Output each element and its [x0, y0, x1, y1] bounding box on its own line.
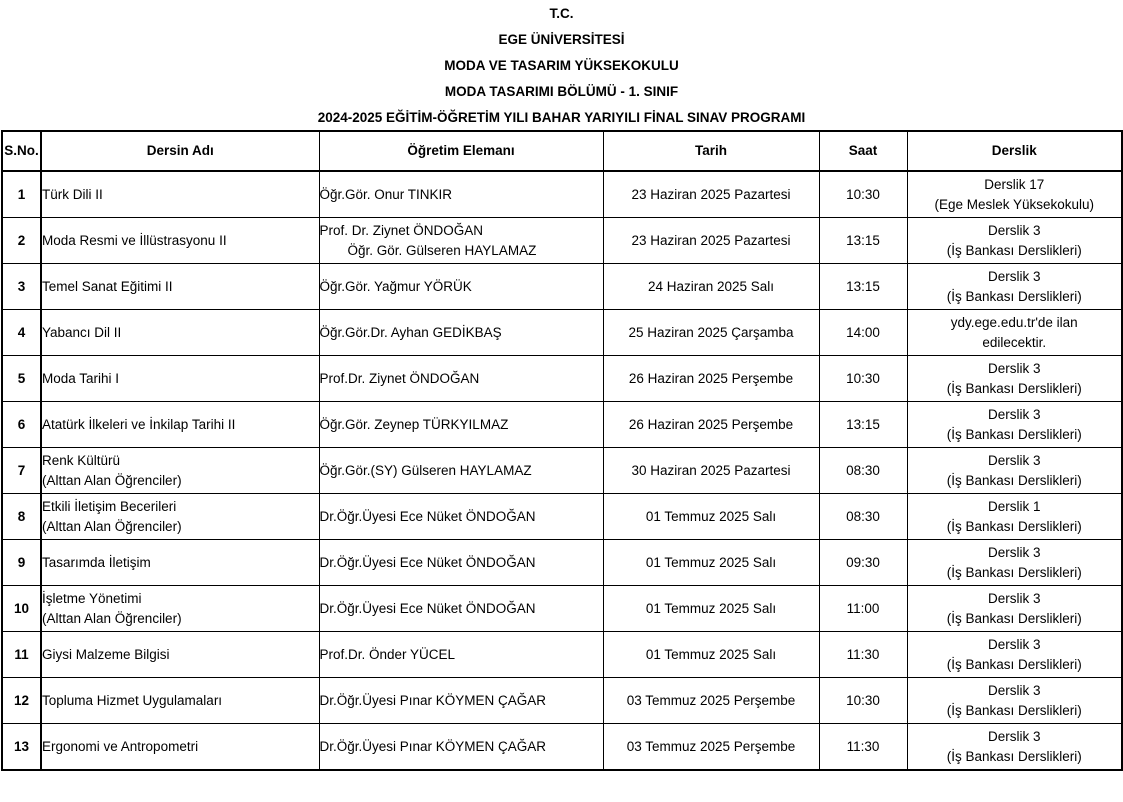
derslik-line: Derslik 3 [987, 360, 1041, 376]
cell-sno: 6 [2, 402, 41, 448]
cell-instructor [319, 448, 603, 494]
cell-classroom [907, 218, 1122, 264]
table-row [2, 678, 1122, 724]
cell-classroom [907, 540, 1122, 586]
derslik-line: Derslik 3 [987, 268, 1041, 284]
cell-course-name [41, 356, 319, 402]
cell-sno: 4 [2, 310, 41, 356]
cell-course-name [41, 494, 319, 540]
ders-line: Yabancı Dil II [42, 324, 122, 340]
cell-date: 03 Temmuz 2025 Perşembe [603, 678, 819, 724]
cell-course-name [41, 171, 319, 218]
hoca-line: Prof.Dr. Önder YÜCEL [319, 646, 456, 662]
ders-line: Giysi Malzeme Bilgisi [42, 646, 170, 662]
derslik-line: Derslik 3 [987, 590, 1041, 606]
cell-sno: 2 [2, 218, 41, 264]
hoca-line: Öğr.Gör. Yağmur YÖRÜK [319, 278, 472, 294]
cell-course-name [41, 448, 319, 494]
table-row [2, 540, 1122, 586]
derslik-line: Derslik 3 [987, 636, 1041, 652]
cell-course-name [41, 724, 319, 771]
derslik-line: (İş Bankası Derslikleri) [946, 518, 1082, 534]
derslik-line: (İş Bankası Derslikleri) [946, 242, 1082, 258]
ders-line: Topluma Hizmet Uygulamaları [42, 692, 223, 708]
cell-classroom [907, 632, 1122, 678]
cell-course-name [41, 678, 319, 724]
hoca-line: Öğr.Gör. Onur TINKIR [319, 186, 453, 202]
cell-classroom [907, 494, 1122, 540]
ders-line: Etkili İletişim Becerileri [42, 498, 177, 514]
cell-instructor [319, 678, 603, 724]
cell-time: 13:15 [819, 402, 907, 448]
ders-line: (Alttan Alan Öğrenciler) [42, 610, 182, 626]
derslik-line: (İş Bankası Derslikleri) [946, 380, 1082, 396]
derslik-line: Derslik 1 [987, 498, 1041, 514]
table-row [2, 264, 1122, 310]
cell-sno: 1 [2, 171, 41, 218]
cell-date: 30 Haziran 2025 Pazartesi [603, 448, 819, 494]
ders-line: Renk Kültürü [42, 452, 121, 468]
derslik-line: (Ege Meslek Yüksekokulu) [934, 196, 1095, 212]
derslik-line: ydy.ege.edu.tr'de ilan [950, 314, 1078, 330]
ders-line: Moda Resmi ve İllüstrasyonu II [42, 232, 227, 248]
column-header-saat: Saat [819, 131, 907, 171]
derslik-line: (İş Bankası Derslikleri) [946, 288, 1082, 304]
cell-course-name [41, 218, 319, 264]
derslik-line: Derslik 3 [987, 728, 1041, 744]
cell-date: 24 Haziran 2025 Salı [603, 264, 819, 310]
cell-instructor [319, 494, 603, 540]
table-row [2, 310, 1122, 356]
header-line-university: EGE ÜNİVERSİTESİ [498, 32, 625, 47]
derslik-line: Derslik 3 [987, 222, 1041, 238]
hoca-line: Prof.Dr. Ziynet ÖNDOĞAN [319, 370, 480, 386]
column-header-sno: S.No. [2, 131, 41, 171]
cell-classroom [907, 724, 1122, 771]
cell-sno: 9 [2, 540, 41, 586]
table-row [2, 586, 1122, 632]
cell-instructor [319, 632, 603, 678]
derslik-line: Derslik 3 [987, 544, 1041, 560]
derslik-line: (İş Bankası Derslikleri) [946, 610, 1082, 626]
cell-date: 26 Haziran 2025 Perşembe [603, 356, 819, 402]
derslik-line: Derslik 3 [987, 682, 1041, 698]
cell-classroom [907, 356, 1122, 402]
cell-time: 13:15 [819, 218, 907, 264]
cell-date: 01 Temmuz 2025 Salı [603, 586, 819, 632]
table-row [2, 356, 1122, 402]
hoca-line: Öğr.Gör. Zeynep TÜRKYILMAZ [319, 416, 509, 432]
ders-line: Türk Dili II [42, 186, 103, 202]
ders-line: Temel Sanat Eğitimi II [42, 278, 173, 294]
cell-instructor [319, 171, 603, 218]
cell-course-name [41, 264, 319, 310]
column-header-hoca: Öğretim Elemanı [319, 131, 603, 171]
cell-date: 26 Haziran 2025 Perşembe [603, 402, 819, 448]
cell-time: 10:30 [819, 171, 907, 218]
cell-instructor [319, 310, 603, 356]
derslik-line: Derslik 3 [987, 452, 1041, 468]
derslik-line: Derslik 3 [987, 406, 1041, 422]
hoca-line: Dr.Öğr.Üyesi Pınar KÖYMEN ÇAĞAR [319, 738, 547, 754]
cell-sno: 11 [2, 632, 41, 678]
table-row [2, 402, 1122, 448]
cell-sno: 10 [2, 586, 41, 632]
cell-instructor [319, 586, 603, 632]
ders-line: Ergonomi ve Antropometri [42, 738, 199, 754]
cell-sno: 3 [2, 264, 41, 310]
derslik-line: edilecektir. [982, 334, 1047, 350]
cell-instructor [319, 356, 603, 402]
derslik-line: (İş Bankası Derslikleri) [946, 564, 1082, 580]
cell-classroom [907, 448, 1122, 494]
cell-sno: 5 [2, 356, 41, 402]
hoca-line: Dr.Öğr.Üyesi Ece Nüket ÖNDOĞAN [319, 554, 536, 570]
derslik-line: (İş Bankası Derslikleri) [946, 702, 1082, 718]
table-header-row [2, 131, 1122, 171]
ders-line: Tasarımda İletişim [42, 554, 151, 570]
cell-date: 23 Haziran 2025 Pazartesi [603, 171, 819, 218]
header-line-tc: T.C. [549, 6, 574, 21]
table-body [2, 171, 1122, 770]
cell-sno: 13 [2, 724, 41, 771]
table-row [2, 494, 1122, 540]
derslik-line: (İş Bankası Derslikleri) [946, 656, 1082, 672]
cell-time: 11:30 [819, 724, 907, 771]
derslik-line: (İş Bankası Derslikleri) [946, 748, 1082, 764]
cell-course-name [41, 632, 319, 678]
ders-line: İşletme Yönetimi [42, 590, 142, 606]
cell-instructor [319, 402, 603, 448]
hoca-line: Prof. Dr. Ziynet ÖNDOĞAN [319, 222, 484, 238]
derslik-line: (İş Bankası Derslikleri) [946, 472, 1082, 488]
hoca-line: Öğr.Gör.Dr. Ayhan GEDİKBAŞ [319, 324, 502, 340]
cell-classroom [907, 678, 1122, 724]
cell-sno: 7 [2, 448, 41, 494]
cell-instructor [319, 218, 603, 264]
cell-date: 01 Temmuz 2025 Salı [603, 494, 819, 540]
cell-classroom [907, 171, 1122, 218]
table-row [2, 218, 1122, 264]
cell-time: 08:30 [819, 494, 907, 540]
hoca-line: Dr.Öğr.Üyesi Ece Nüket ÖNDOĞAN [319, 600, 536, 616]
cell-time: 10:30 [819, 678, 907, 724]
table-row [2, 632, 1122, 678]
cell-course-name [41, 310, 319, 356]
ders-line: Moda Tarihi I [42, 370, 120, 386]
cell-instructor [319, 264, 603, 310]
column-header-tarih: Tarih [603, 131, 819, 171]
cell-classroom [907, 586, 1122, 632]
header-line-school: MODA VE TASARIM YÜKSEKOKULU [444, 58, 679, 73]
hoca-line: Dr.Öğr.Üyesi Pınar KÖYMEN ÇAĞAR [319, 692, 547, 708]
cell-date: 03 Temmuz 2025 Perşembe [603, 724, 819, 771]
derslik-line: Derslik 17 [984, 176, 1045, 192]
ders-line: (Alttan Alan Öğrenciler) [42, 472, 182, 488]
cell-time: 09:30 [819, 540, 907, 586]
table-row [2, 171, 1122, 218]
ders-line: Atatürk İlkeleri ve İnkilap Tarihi II [42, 416, 236, 432]
table-row [2, 724, 1122, 771]
header-line-department: MODA TASARIMI BÖLÜMÜ - 1. SINIF [444, 84, 679, 99]
cell-date: 01 Temmuz 2025 Salı [603, 540, 819, 586]
cell-time: 11:00 [819, 586, 907, 632]
cell-date: 25 Haziran 2025 Çarşamba [603, 310, 819, 356]
cell-time: 14:00 [819, 310, 907, 356]
cell-time: 10:30 [819, 356, 907, 402]
table-row [2, 448, 1122, 494]
cell-course-name [41, 540, 319, 586]
cell-date: 01 Temmuz 2025 Salı [603, 632, 819, 678]
cell-time: 13:15 [819, 264, 907, 310]
hoca-line: Dr.Öğr.Üyesi Ece Nüket ÖNDOĞAN [319, 508, 536, 524]
cell-sno: 12 [2, 678, 41, 724]
hoca-line: Öğr. Gör. Gülseren HAYLAMAZ [347, 242, 537, 258]
derslik-line: (İş Bankası Derslikleri) [946, 426, 1082, 442]
cell-instructor [319, 724, 603, 771]
cell-course-name [41, 402, 319, 448]
cell-classroom [907, 402, 1122, 448]
exam-schedule-table [1, 130, 1123, 771]
cell-time: 11:30 [819, 632, 907, 678]
header-line-program-title: 2024-2025 EĞİTİM-ÖĞRETİM YILI BAHAR YARIYILI FİNAL SINAV PROGRAMI [317, 110, 806, 125]
cell-classroom [907, 310, 1122, 356]
cell-instructor [319, 540, 603, 586]
column-header-ders: Dersin Adı [41, 131, 319, 171]
cell-sno: 8 [2, 494, 41, 540]
cell-classroom [907, 264, 1122, 310]
hoca-line: Öğr.Gör.(SY) Gülseren HAYLAMAZ [319, 462, 532, 478]
ders-line: (Alttan Alan Öğrenciler) [42, 518, 182, 534]
column-header-derslik: Derslik [907, 131, 1122, 171]
cell-time: 08:30 [819, 448, 907, 494]
cell-course-name [41, 586, 319, 632]
cell-date: 23 Haziran 2025 Pazartesi [603, 218, 819, 264]
